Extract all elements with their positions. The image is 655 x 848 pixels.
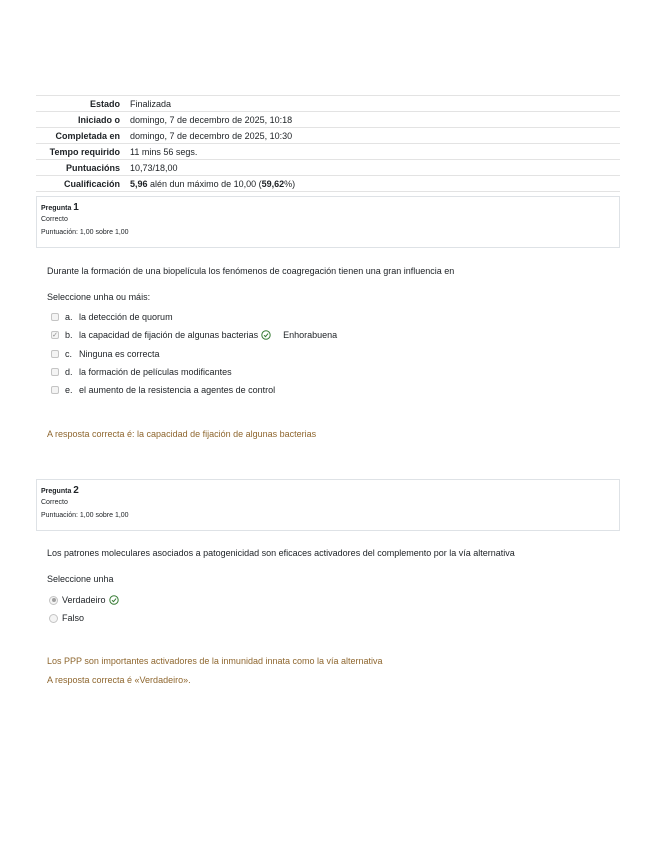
summary-value: domingo, 7 de decembro de 2025, 10:18 xyxy=(130,114,293,125)
answer-letter: c. xyxy=(65,349,73,359)
summary-label: Puntuacións xyxy=(65,162,120,173)
answer-text: la detección de quorum xyxy=(79,312,173,322)
answer-checkbox[interactable] xyxy=(51,368,59,376)
summary-value: 10,73/18,00 xyxy=(130,162,178,173)
summary-label: Tempo requirido xyxy=(49,146,120,157)
question-2-general-feedback: Los PPP son importantes activadores de la inmunidad innata como la vía alternativa xyxy=(47,656,383,666)
summary-value: domingo, 7 de decembro de 2025, 10:30 xyxy=(130,130,293,141)
question-grade: Puntuación: 1,00 sobre 1,00 xyxy=(41,229,129,236)
summary-label: Estado xyxy=(89,98,120,109)
answer-option-a xyxy=(51,311,173,323)
summary-value: 11 mins 56 segs. xyxy=(130,146,198,157)
summary-label: Completada en xyxy=(55,130,120,141)
question-2-prompt: Seleccione unha xyxy=(47,574,114,584)
answer-option-e xyxy=(51,384,275,396)
grade-end: %) xyxy=(284,178,296,189)
question-1-prompt: Seleccione unha ou máis: xyxy=(47,292,151,302)
grade-middle: alén dun máximo de 10,00 ( xyxy=(147,178,262,189)
question-state: Correcto xyxy=(41,499,68,506)
question-grade: Puntuación: 1,00 sobre 1,00 xyxy=(41,512,129,519)
answer-letter: e. xyxy=(65,385,73,395)
answer-checkbox[interactable] xyxy=(51,386,59,394)
answer-checkbox[interactable] xyxy=(51,350,59,358)
question-2-right-answer: A resposta correcta é «Verdadeiro». xyxy=(47,675,191,685)
answer-text: el aumento de la resistencia a agentes de control xyxy=(79,385,276,395)
option-text: Verdadeiro xyxy=(62,595,106,605)
summary-label: Cualificación xyxy=(63,178,120,189)
summary-label: Iniciado o xyxy=(77,114,120,125)
question-1-info xyxy=(36,196,620,248)
question-2-info xyxy=(36,479,620,531)
answer-text: la formación de películas modificantes xyxy=(79,367,232,377)
question-state: Correcto xyxy=(41,216,68,223)
answer-text: la capacidad de fijación de algunas bacterias xyxy=(79,330,259,340)
question-1-text: Durante la formación de una biopelícula los fenómenos de coagregación tienen una gran influencia en xyxy=(47,266,455,276)
grade-score: 5,96 xyxy=(130,178,148,189)
option-false xyxy=(49,612,84,624)
summary-row-grade xyxy=(36,176,620,192)
summary-value xyxy=(126,176,620,192)
answer-letter: b. xyxy=(65,330,73,340)
summary-row-completed xyxy=(36,128,620,144)
answer-checkbox[interactable] xyxy=(51,313,59,321)
attempt-summary-table xyxy=(36,95,620,192)
correct-check-icon xyxy=(261,330,271,340)
question-prefix: Pregunta xyxy=(41,205,72,212)
summary-row-marks xyxy=(36,160,620,176)
question-2-text: Los patrones moleculares asociados a patogenicidad son eficaces activadores del complemento por la vía alternativa xyxy=(47,548,515,558)
question-number xyxy=(41,202,615,213)
answer-checkbox-checked[interactable]: ✓ xyxy=(52,331,58,339)
answer-feedback: Enhorabuena xyxy=(283,330,338,340)
option-text: Falso xyxy=(62,613,85,623)
answer-option-d xyxy=(51,366,232,378)
summary-row-state xyxy=(36,96,620,112)
correct-check-icon xyxy=(109,595,119,605)
radio-unselected[interactable] xyxy=(49,614,58,623)
summary-row-time xyxy=(36,144,620,160)
answer-letter: a. xyxy=(65,312,73,322)
answer-option-c xyxy=(51,348,160,360)
question-1-right-answer: A resposta correcta é: la capacidad de fijación de algunas bacterias xyxy=(47,429,317,439)
radio-selected[interactable] xyxy=(49,596,58,605)
grade-percent: 59,62 xyxy=(261,178,285,189)
summary-value: Finalizada xyxy=(130,98,172,109)
summary-row-started xyxy=(36,112,620,128)
question-number-value: 2 xyxy=(73,485,79,496)
question-number-value: 1 xyxy=(73,202,79,213)
answer-letter: d. xyxy=(65,367,73,377)
question-prefix: Pregunta xyxy=(41,488,72,495)
answer-option-b xyxy=(51,329,337,341)
question-number xyxy=(41,485,615,496)
option-true xyxy=(49,594,119,606)
answer-text: Ninguna es correcta xyxy=(79,349,160,359)
